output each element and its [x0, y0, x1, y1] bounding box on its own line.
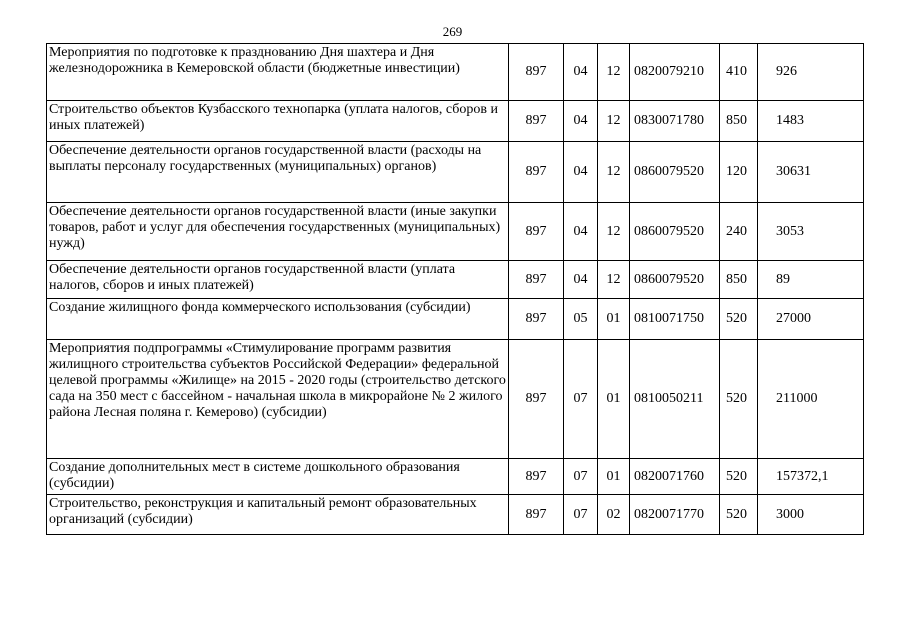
expense-type-code-cell: 520 [720, 299, 758, 340]
table-row [47, 101, 864, 142]
target-item-code-cell: 0810050211 [630, 340, 720, 459]
grbs-code-cell: 897 [509, 261, 564, 299]
expense-type-code-cell: 240 [720, 203, 758, 261]
table-row [47, 299, 864, 340]
subsection-code-cell: 01 [598, 299, 630, 340]
target-item-code-cell: 0820079210 [630, 44, 720, 101]
row-name-cell: Создание жилищного фонда коммерческого использования (субсидии) [47, 299, 509, 340]
section-code-cell: 05 [564, 299, 598, 340]
table-row [47, 203, 864, 261]
section-code-cell: 04 [564, 203, 598, 261]
table-row [47, 142, 864, 203]
subsection-code-cell: 01 [598, 340, 630, 459]
expense-type-code-cell: 850 [720, 101, 758, 142]
grbs-code-cell: 897 [509, 459, 564, 495]
target-item-code-cell: 0860079520 [630, 203, 720, 261]
amount-cell: 926 [758, 44, 864, 101]
subsection-code-cell: 02 [598, 495, 630, 535]
amount-cell: 3000 [758, 495, 864, 535]
table-row [47, 495, 864, 535]
subsection-code-cell: 12 [598, 261, 630, 299]
table-row [47, 340, 864, 459]
row-name-cell: Обеспечение деятельности органов государственной власти (расходы на выплаты персоналу государственных (муниципальных) органов) [47, 142, 509, 203]
grbs-code-cell: 897 [509, 44, 564, 101]
section-code-cell: 07 [564, 495, 598, 535]
row-name-cell: Строительство объектов Кузбасского технопарка (уплата налогов, сборов и иных платежей) [47, 101, 509, 142]
table-row [47, 44, 864, 101]
subsection-code-cell: 12 [598, 101, 630, 142]
grbs-code-cell: 897 [509, 203, 564, 261]
row-name-cell: Обеспечение деятельности органов государственной власти (уплата налогов, сборов и иных платежей) [47, 261, 509, 299]
grbs-code-cell: 897 [509, 299, 564, 340]
expense-type-code-cell: 410 [720, 44, 758, 101]
amount-cell: 3053 [758, 203, 864, 261]
section-code-cell: 04 [564, 261, 598, 299]
grbs-code-cell: 897 [509, 101, 564, 142]
expense-type-code-cell: 520 [720, 495, 758, 535]
row-name-cell: Создание дополнительных мест в системе дошкольного образования (субсидии) [47, 459, 509, 495]
target-item-code-cell: 0820071770 [630, 495, 720, 535]
amount-cell: 157372,1 [758, 459, 864, 495]
subsection-code-cell: 01 [598, 459, 630, 495]
row-name-cell: Обеспечение деятельности органов государственной власти (иные закупки товаров, работ и услуг для обеспечения государственных (муниципальных) нужд) [47, 203, 509, 261]
amount-cell: 30631 [758, 142, 864, 203]
page-number: 269 [442, 24, 463, 39]
subsection-code-cell: 12 [598, 142, 630, 203]
section-code-cell: 04 [564, 142, 598, 203]
table-row [47, 261, 864, 299]
target-item-code-cell: 0810071750 [630, 299, 720, 340]
row-name-cell: Мероприятия по подготовке к празднованию Дня шахтера и Дня железнодорожника в Кемеровской области (бюджетные инвестиции) [47, 44, 509, 101]
target-item-code-cell: 0860079520 [630, 261, 720, 299]
row-name-cell: Мероприятия подпрограммы «Стимулирование программ развития жилищного строительства субъектов Российской Федерации» федеральной целевой программы «Жилище» на 2015 - 2020 годы (строительство детского сада на 350 мест с бассейном - начальная школа в микрорайоне № 2 жилого района Лесная поляна г. Кемерово) (субсидии) [47, 340, 509, 459]
expense-type-code-cell: 850 [720, 261, 758, 299]
grbs-code-cell: 897 [509, 142, 564, 203]
expense-type-code-cell: 520 [720, 340, 758, 459]
amount-cell: 89 [758, 261, 864, 299]
budget-table [46, 43, 864, 535]
section-code-cell: 07 [564, 340, 598, 459]
target-item-code-cell: 0830071780 [630, 101, 720, 142]
subsection-code-cell: 12 [598, 203, 630, 261]
expense-type-code-cell: 520 [720, 459, 758, 495]
section-code-cell: 07 [564, 459, 598, 495]
expense-type-code-cell: 120 [720, 142, 758, 203]
target-item-code-cell: 0860079520 [630, 142, 720, 203]
grbs-code-cell: 897 [509, 340, 564, 459]
section-code-cell: 04 [564, 101, 598, 142]
grbs-code-cell: 897 [509, 495, 564, 535]
row-name-cell: Строительство, реконструкция и капитальный ремонт образовательных организаций (субсидии) [47, 495, 509, 535]
amount-cell: 211000 [758, 340, 864, 459]
target-item-code-cell: 0820071760 [630, 459, 720, 495]
subsection-code-cell: 12 [598, 44, 630, 101]
table-row [47, 459, 864, 495]
amount-cell: 27000 [758, 299, 864, 340]
amount-cell: 1483 [758, 101, 864, 142]
section-code-cell: 04 [564, 44, 598, 101]
